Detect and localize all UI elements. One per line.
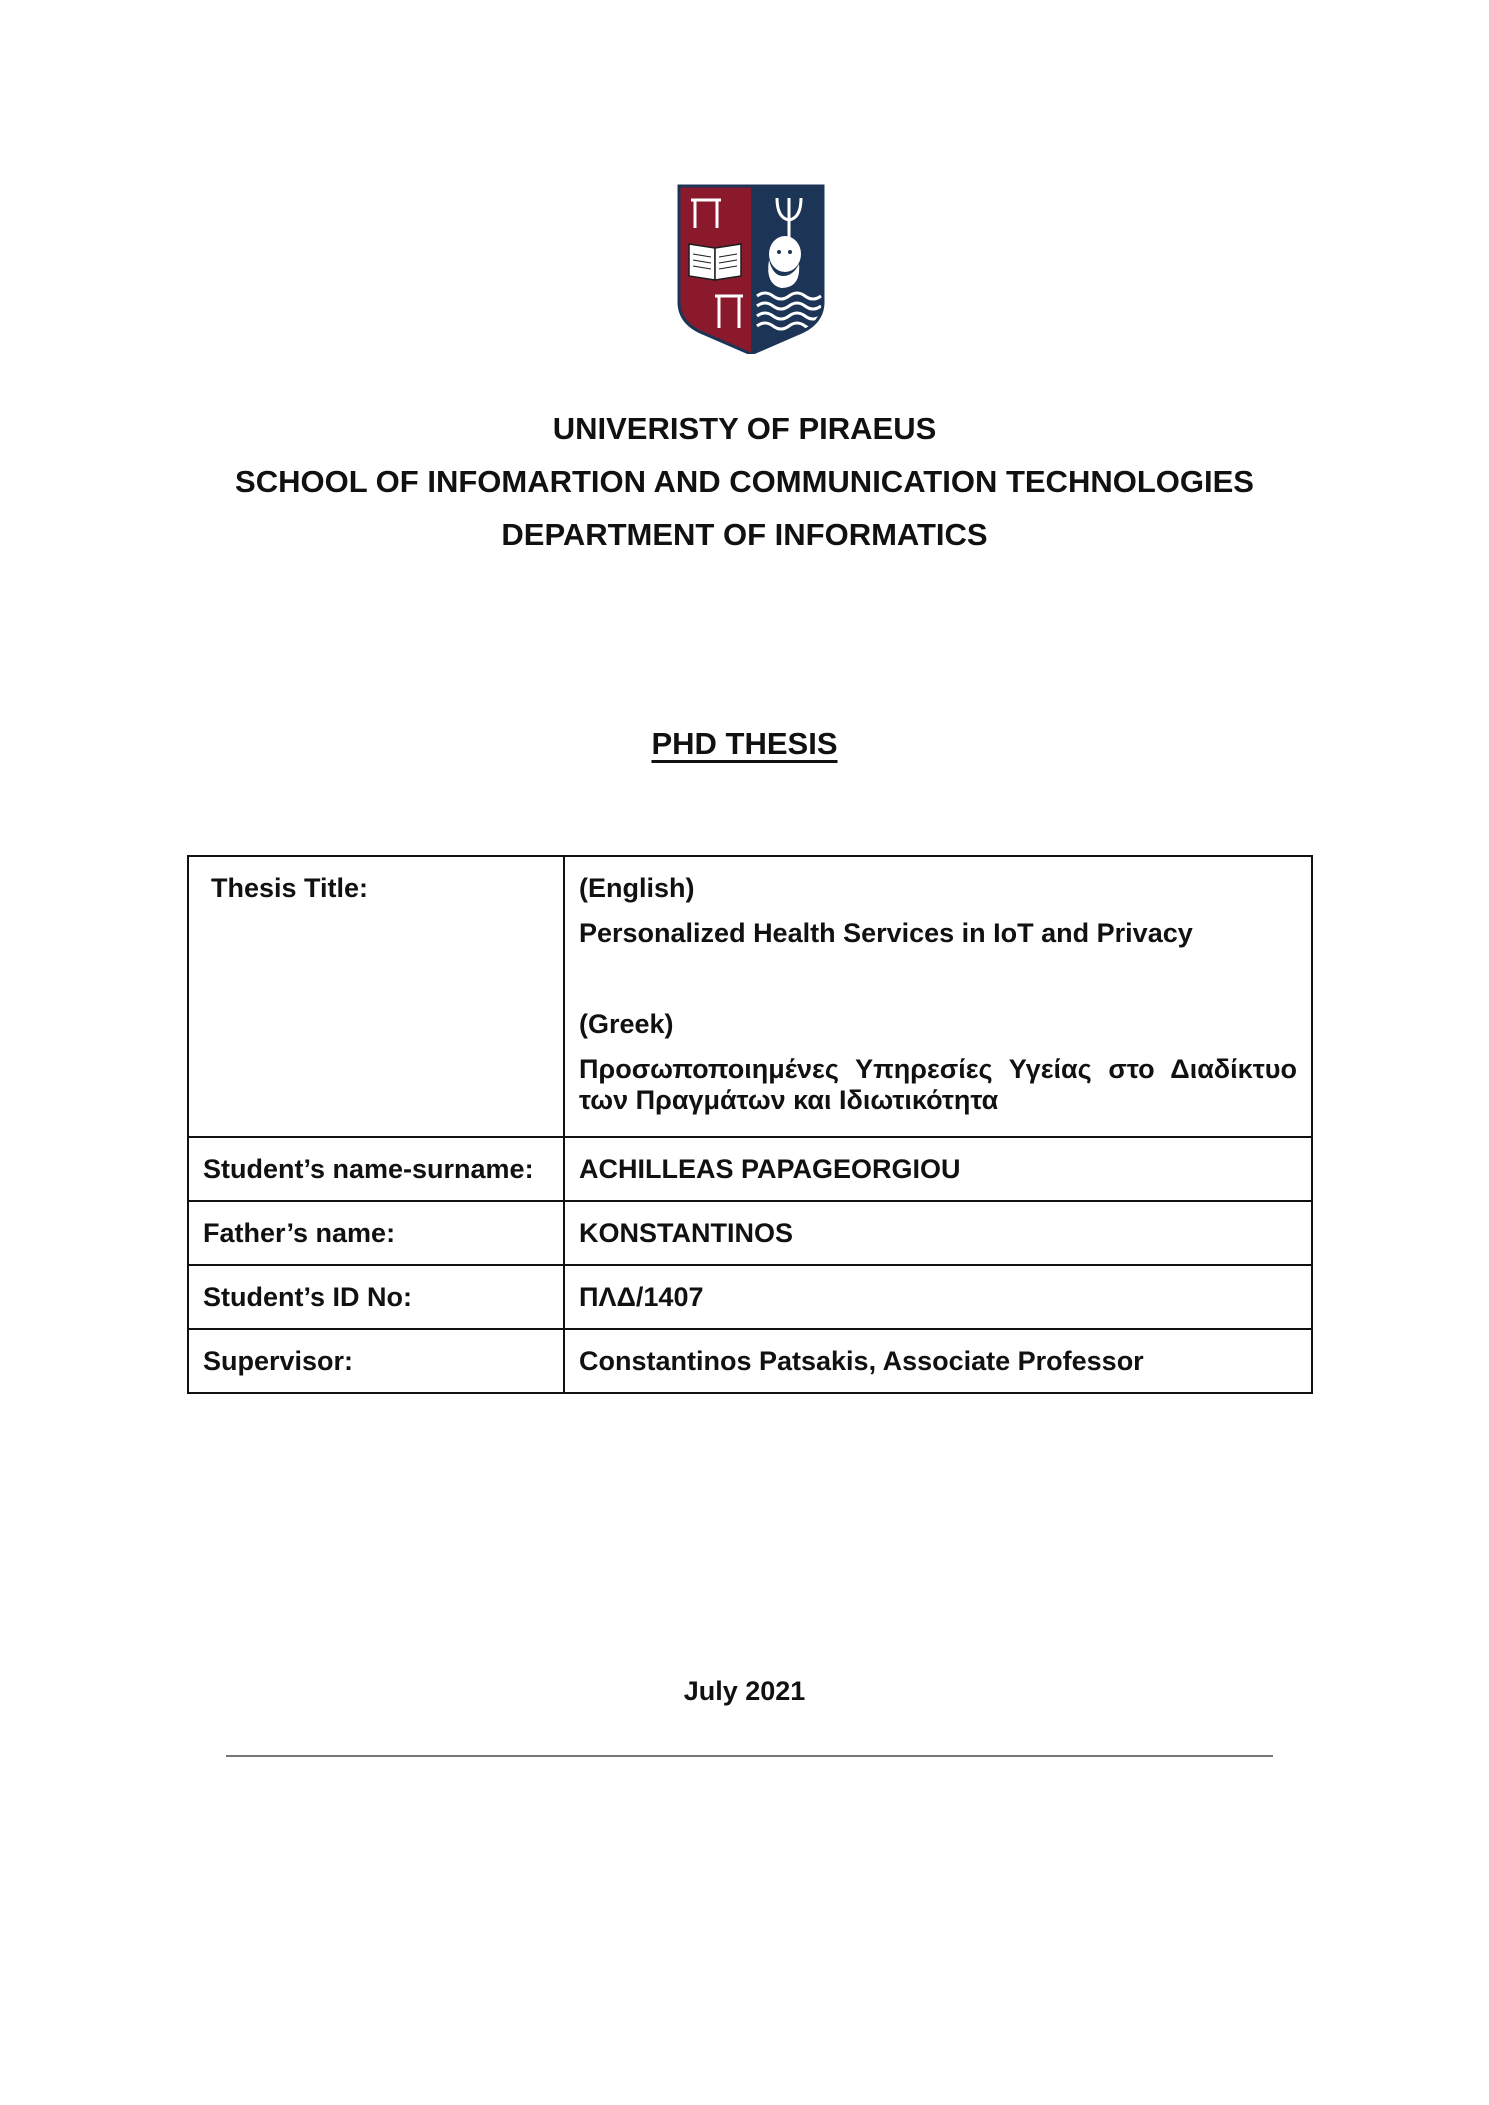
thesis-title-label-cell <box>188 856 564 1137</box>
thesis-title-label: Thesis Title: <box>211 873 369 903</box>
thesis-details-table <box>187 855 1313 1394</box>
student-id-label: Student’s ID No: <box>188 1265 564 1329</box>
university-crest-icon <box>677 184 825 354</box>
father-name-value: KONSTANTINOS <box>564 1201 1312 1265</box>
supervisor-value: Constantinos Patsakis, Associate Professor <box>564 1329 1312 1393</box>
table-row-student-id <box>188 1265 1312 1329</box>
school-name: SCHOOL OF INFOMARTION AND COMMUNICATION TECHNOLOGIES <box>235 464 1254 499</box>
title-english: Personalized Health Services in IoT and Privacy <box>579 918 1193 948</box>
father-name-label: Father’s name: <box>188 1201 564 1265</box>
department-name: DEPARTMENT OF INFORMATICS <box>501 517 988 552</box>
table-row-supervisor <box>188 1329 1312 1393</box>
title-greek: Προσωποποιημένες Υπηρεσίες Υγείας στο Διαδίκτυο των Πραγμάτων και Ιδιωτικότητα <box>579 1054 1297 1115</box>
document-type-heading: PHD THESIS <box>651 726 838 761</box>
institution-header <box>0 402 1489 561</box>
student-name-label: Student’s name-surname: <box>188 1137 564 1201</box>
student-name-value: ACHILLEAS PAPAGEORGIOU <box>564 1137 1312 1201</box>
supervisor-label: Supervisor: <box>188 1329 564 1393</box>
table-row-student-name <box>188 1137 1312 1201</box>
greek-tag: (Greek) <box>579 1009 674 1039</box>
table-row-thesis-title <box>188 856 1312 1137</box>
university-name: UNIVERISTY OF PIRAEUS <box>552 411 937 446</box>
table-row-father-name <box>188 1201 1312 1265</box>
student-id-value: ΠΛΔ/1407 <box>564 1265 1312 1329</box>
english-tag: (English) <box>579 873 695 903</box>
footer-divider <box>226 1755 1273 1757</box>
thesis-title-value-cell <box>564 856 1312 1137</box>
submission-date: July 2021 <box>683 1676 806 1706</box>
